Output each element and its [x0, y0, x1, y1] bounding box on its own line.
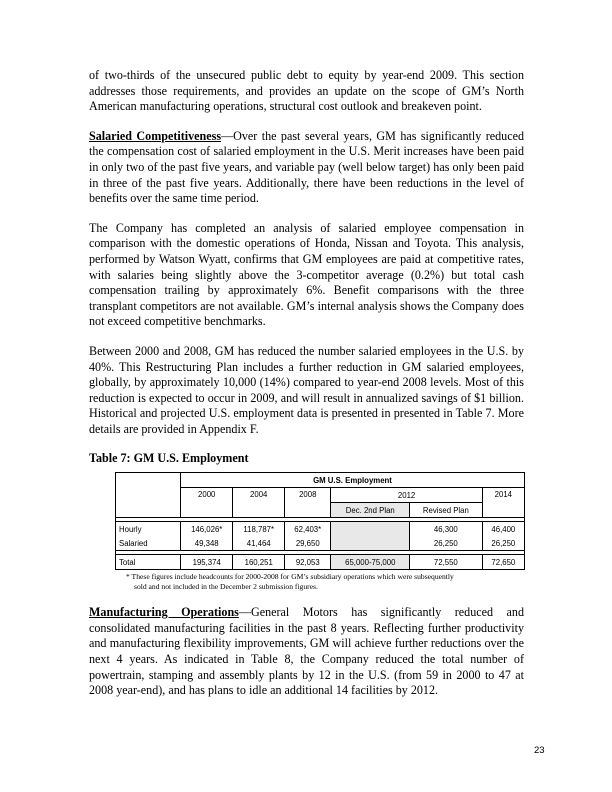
document-page	[89, 68, 524, 713]
table-corner-cell	[116, 503, 181, 518]
cell-value: 118,787*	[233, 522, 285, 537]
table-corner-cell	[116, 488, 181, 503]
subheader-dec-plan: Dec. 2nd Plan	[331, 503, 410, 518]
cell-value: 41,464	[233, 536, 285, 551]
table-corner-cell	[116, 473, 181, 488]
year-header-2008: 2008	[285, 488, 331, 518]
table-row	[116, 555, 525, 570]
table-caption: Table 7: GM U.S. Employment	[89, 451, 249, 466]
employment-table	[115, 472, 525, 570]
cell-value: 72,650	[482, 555, 524, 570]
table-row	[116, 536, 525, 551]
cell-value: 146,026*	[181, 522, 233, 537]
cell-value: 62,403*	[285, 522, 331, 537]
year-header-2000: 2000	[181, 488, 233, 518]
heading-salaried-competitiveness: Salaried Competitiveness	[89, 128, 222, 143]
cell-value: 65,000-75,000	[331, 555, 410, 570]
page-number: 23	[534, 745, 545, 756]
paragraph-manufacturing-body: —General Motors has significantly reduced and consolidated manufacturing facilities in the past 8 years. Reflecting further productivity and manufacturing flexibility improvements, GM will achieve further reductions over the next 4 years. As indicated in Table 8, the Company reduced the total number of powertrain, stamping and assembly plants by 12 in the U.S. (from 59 in 2000 to 47 at 2008 year-end), and has plans to idle an additional 14 facilities by 2012.	[89, 605, 524, 698]
year-header-2014: 2014	[482, 488, 524, 518]
row-label: Hourly	[116, 522, 181, 537]
paragraph-manufacturing-operations	[89, 605, 524, 699]
cell-value: 49,348	[181, 536, 233, 551]
heading-manufacturing-operations: Manufacturing Operations	[89, 605, 239, 620]
cell-value: 29,650	[285, 536, 331, 551]
year-header-2012: 2012	[331, 488, 482, 503]
paragraph-employee-reduction: Between 2000 and 2008, GM has reduced the number salaried employees in the U.S. by 40%. This Restructuring Plan includes a further reduction in GM salaried employees, globally, by approximately 10,000 (14%) compared to year-end 2008 levels. Most of this reduction is expected to occur in 2009, and will result in annualized savings of $1 billion. Historical and projected U.S. employment data is presented in presented in Table 7. More details are provided in Appendix F.	[89, 343, 524, 436]
cell-value	[331, 522, 410, 537]
cell-value: 195,374	[181, 555, 233, 570]
cell-value: 46,400	[482, 522, 524, 537]
row-label: Total	[116, 555, 181, 570]
paragraph-salaried-body: —Over the past several years, GM has significantly reduced the compensation cost of salaried employment in the U.S. Merit increases have been paid in only two of the past five years, and variable pay (well below target) has only been paid in three of the past five years. Additionally, there have been reductions in the level of benefits over the same time period.	[89, 128, 524, 206]
cell-value: 160,251	[233, 555, 285, 570]
row-label: Salaried	[116, 536, 181, 551]
cell-value: 26,250	[410, 536, 483, 551]
cell-value: 72,550	[410, 555, 483, 570]
subheader-revised-plan: Revised Plan	[410, 503, 483, 518]
year-header-2004: 2004	[233, 488, 285, 518]
cell-value	[331, 536, 410, 551]
paragraph-salaried-competitiveness	[89, 129, 524, 207]
table-row	[116, 522, 525, 537]
paragraph-compensation-analysis: The Company has completed an analysis of salaried employee compensation in comparison with the domestic operations of Honda, Nissan and Toyota. This analysis, performed by Watson Wyatt, confirms that GM employees are paid at competitive rates, with salaries being slightly above the 3-competitor average (0.2%) but total cash compensation trailing by approximately 6%. Benefit comparisons with the three transplant competitors are not available. GM’s internal analysis shows the Company does not exceed competitive benchmarks.	[89, 220, 524, 329]
cell-value: 92,053	[285, 555, 331, 570]
cell-value: 26,250	[482, 536, 524, 551]
cell-value: 46,300	[410, 522, 483, 537]
table-footnote: * These figures include headcounts for 2000-2008 for GM’s subsidiary operations which were subsequently sold and not included in the December 2 submission figures.	[126, 572, 454, 591]
paragraph-intro: of two-thirds of the unsecured public debt to equity by year-end 2009. This section addresses those requirements, and provides an update on the scope of GM’s North American manufacturing operations, structural cost outlook and breakeven point.	[89, 68, 524, 114]
table-title: GM U.S. Employment	[181, 473, 525, 488]
